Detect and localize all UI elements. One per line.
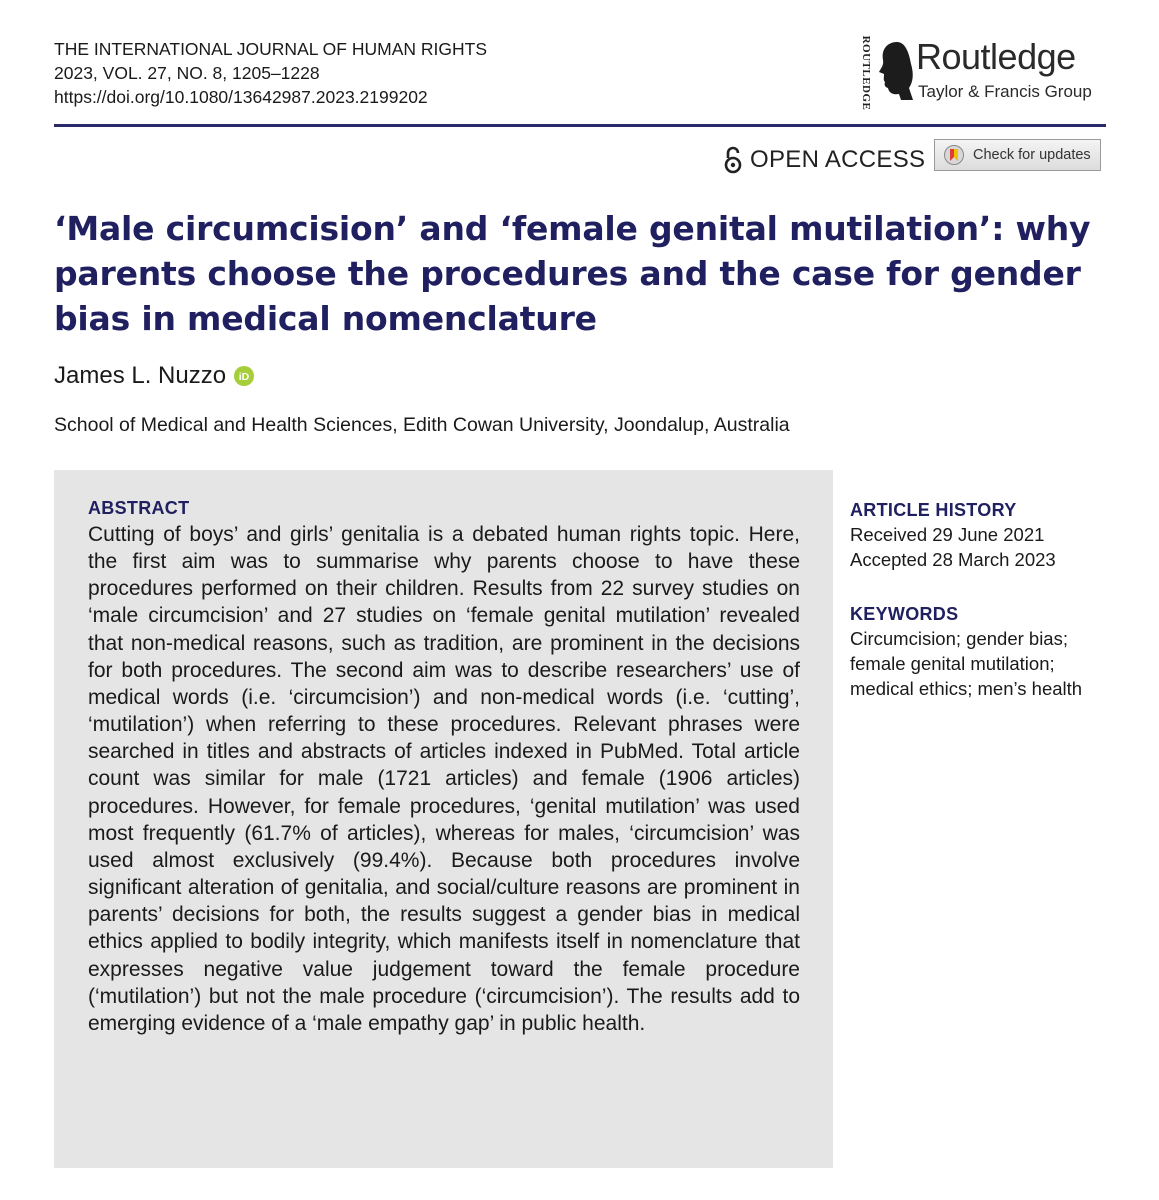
open-lock-icon xyxy=(724,146,742,174)
open-access-label: OPEN ACCESS xyxy=(750,146,926,173)
check-for-updates-label: Check for updates xyxy=(973,147,1091,163)
open-access-badge xyxy=(724,146,925,174)
article-history-heading: ARTICLE HISTORY xyxy=(850,500,1017,520)
author-name[interactable]: James L. Nuzzo xyxy=(54,362,227,389)
publisher-logo[interactable] xyxy=(858,35,1108,111)
journal-citation: 2023, VOL. 27, NO. 8, 1205–1228 xyxy=(54,63,320,83)
svg-text:iD: iD xyxy=(238,371,250,383)
abstract-heading: ABSTRACT xyxy=(88,498,190,518)
routledge-head-icon xyxy=(875,40,915,102)
publisher-side-label: ROUTLEDGE xyxy=(860,35,872,111)
keywords-line: female genital mutilation; xyxy=(850,653,1055,674)
publisher-group: Taylor & Francis Group xyxy=(918,82,1092,101)
journal-header xyxy=(54,37,487,109)
abstract-text: Cutting of boys’ and girls’ genitalia is a debated human rights topic. Here, the first aim was to summarise why parents choose to have these procedures performed on their children. Results from 22 survey studies on ‘male circumcision’ and 27 studies on ‘female genital mutilation’ revealed that non-medical reasons, such as tradition, are prominent in the decisions for both procedures. The second aim was to describe researchers’ use of medical words (i.e. ‘circumcision’) and non-medical words (i.e. ‘cutting’, ‘mutilation’) when referring to these procedures. Relevant phrases were searched in titles and abstracts of articles indexed in PubMed. Total article count was similar for male (1721 articles) and female (1906 articles) procedures. However, for female procedures, ‘genital mutilation’ was used most frequently (61.7% of articles), whereas for males, ‘circumcision’ was used almost exclusively (99.4%). Because both procedures involve significant alteration of genitalia, and social/culture reasons are prominent in parents’ decisions for both, the results suggest a gender bias in medical ethics applied to bodily integrity, which manifests itself in nomenclature that expresses negative value judgement toward the female procedure (‘mutilation’) but not the male procedure (‘circumcision’). The results add to emerging evidence of a ‘male empathy gap’ in public health. xyxy=(88,523,800,1035)
check-for-updates-button[interactable] xyxy=(934,139,1101,171)
orcid-icon[interactable] xyxy=(234,366,254,386)
received-date: Received 29 June 2021 xyxy=(850,524,1045,545)
accepted-date: Accepted 28 March 2023 xyxy=(850,549,1056,570)
crossmark-icon xyxy=(943,144,965,166)
publisher-name: Routledge xyxy=(916,36,1076,77)
author-affiliation: School of Medical and Health Sciences, Edith Cowan University, Joondalup, Australia xyxy=(54,414,790,436)
journal-name: THE INTERNATIONAL JOURNAL OF HUMAN RIGHTS xyxy=(54,39,487,59)
keywords-line: medical ethics; men’s health xyxy=(850,678,1083,699)
author-line xyxy=(54,362,254,390)
header-divider xyxy=(54,124,1106,127)
doi-link[interactable]: https://doi.org/10.1080/13642987.2023.2199202 xyxy=(54,87,428,107)
article-sidebar xyxy=(850,498,1120,701)
keywords-heading: KEYWORDS xyxy=(850,604,959,624)
article-title: ‘Male circumcision’ and ‘female genital mutilation’: why parents choose the procedures and the case for gender bias in medical nomenclature xyxy=(54,209,1091,338)
keywords-line: Circumcision; gender bias; xyxy=(850,628,1068,649)
